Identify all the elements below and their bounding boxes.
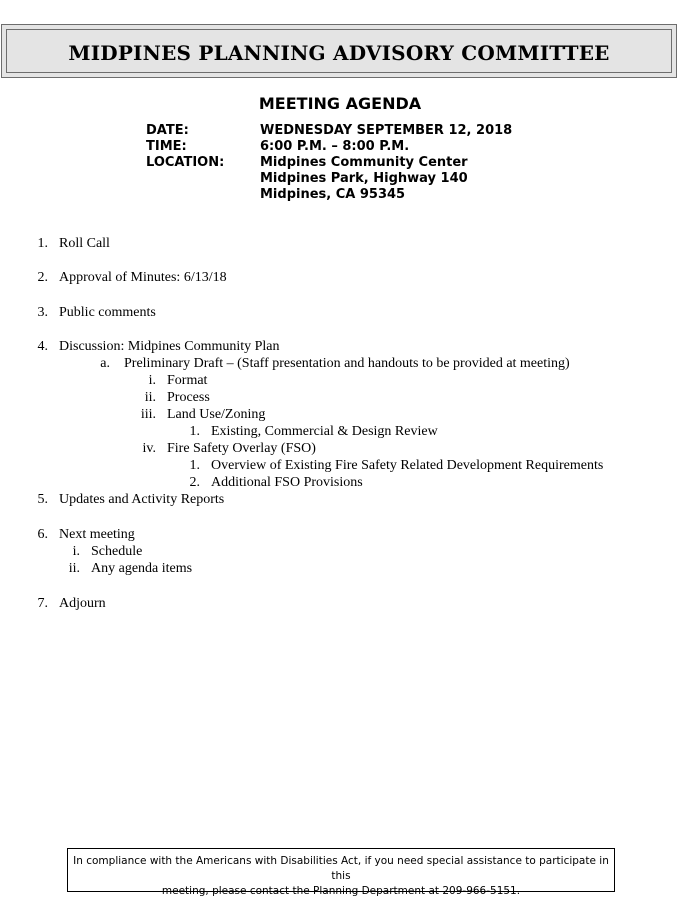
item-text: Schedule (91, 544, 143, 559)
location-line-3: Midpines, CA 95345 (260, 187, 406, 202)
committee-title: MIDPINES PLANNING ADVISORY COMMITTEE (68, 41, 610, 65)
item-number: 2. (37, 270, 48, 285)
date-value: WEDNESDAY SEPTEMBER 12, 2018 (260, 123, 513, 138)
ada-notice-line-1: In compliance with the Americans with Disabilities Act, if you need special assistance to participate in this (73, 855, 609, 882)
item-number: i. (72, 544, 80, 559)
item-text: Updates and Activity Reports (59, 492, 225, 507)
item-number: a. (100, 356, 110, 371)
location-label: LOCATION: (146, 155, 225, 170)
time-value: 6:00 P.M. – 8:00 P.M. (260, 139, 410, 154)
item-number: 1. (189, 458, 200, 473)
item-text: Additional FSO Provisions (211, 475, 363, 490)
item-number: 6. (37, 527, 48, 542)
location-line-2: Midpines Park, Highway 140 (260, 171, 468, 186)
item-number: 1. (37, 236, 48, 251)
item-text: Format (167, 373, 208, 388)
item-text: Land Use/Zoning (167, 407, 266, 422)
item-number: 2. (189, 475, 200, 490)
item-number: 1. (189, 424, 200, 439)
header-box (1, 24, 677, 78)
item-number: i. (148, 373, 156, 388)
item-text: Process (167, 390, 210, 405)
item-number: 7. (37, 596, 48, 611)
ada-notice-text (68, 854, 614, 899)
item-text: Discussion: Midpines Community Plan (59, 339, 280, 354)
item-number: ii. (68, 561, 80, 576)
item-text: Fire Safety Overlay (FSO) (167, 441, 316, 456)
item-number: 5. (37, 492, 48, 507)
item-number: iii. (140, 407, 156, 422)
item-number: ii. (144, 390, 156, 405)
location-line-1: Midpines Community Center (260, 155, 468, 170)
item-text: Roll Call (59, 236, 110, 251)
item-text: Overview of Existing Fire Safety Related Development Requirements (211, 458, 604, 473)
item-text: Next meeting (59, 527, 135, 542)
item-text: Any agenda items (91, 561, 193, 576)
item-text: Public comments (59, 305, 156, 320)
item-number: 4. (37, 339, 48, 354)
ada-notice-line-2: meeting, please contact the Planning Department at 209-966-5151. (161, 885, 521, 897)
time-label: TIME: (146, 139, 187, 154)
item-number: 3. (37, 305, 48, 320)
ada-notice-box (67, 848, 615, 897)
item-text: Preliminary Draft – (Staff presentation and handouts to be provided at meeting) (124, 356, 570, 371)
agenda-title: MEETING AGENDA (258, 94, 422, 113)
item-number: iv. (142, 441, 156, 456)
item-text: Adjourn (59, 596, 106, 611)
item-text: Existing, Commercial & Design Review (211, 424, 438, 439)
date-label: DATE: (146, 123, 189, 138)
item-text: Approval of Minutes: 6/13/18 (59, 270, 227, 285)
